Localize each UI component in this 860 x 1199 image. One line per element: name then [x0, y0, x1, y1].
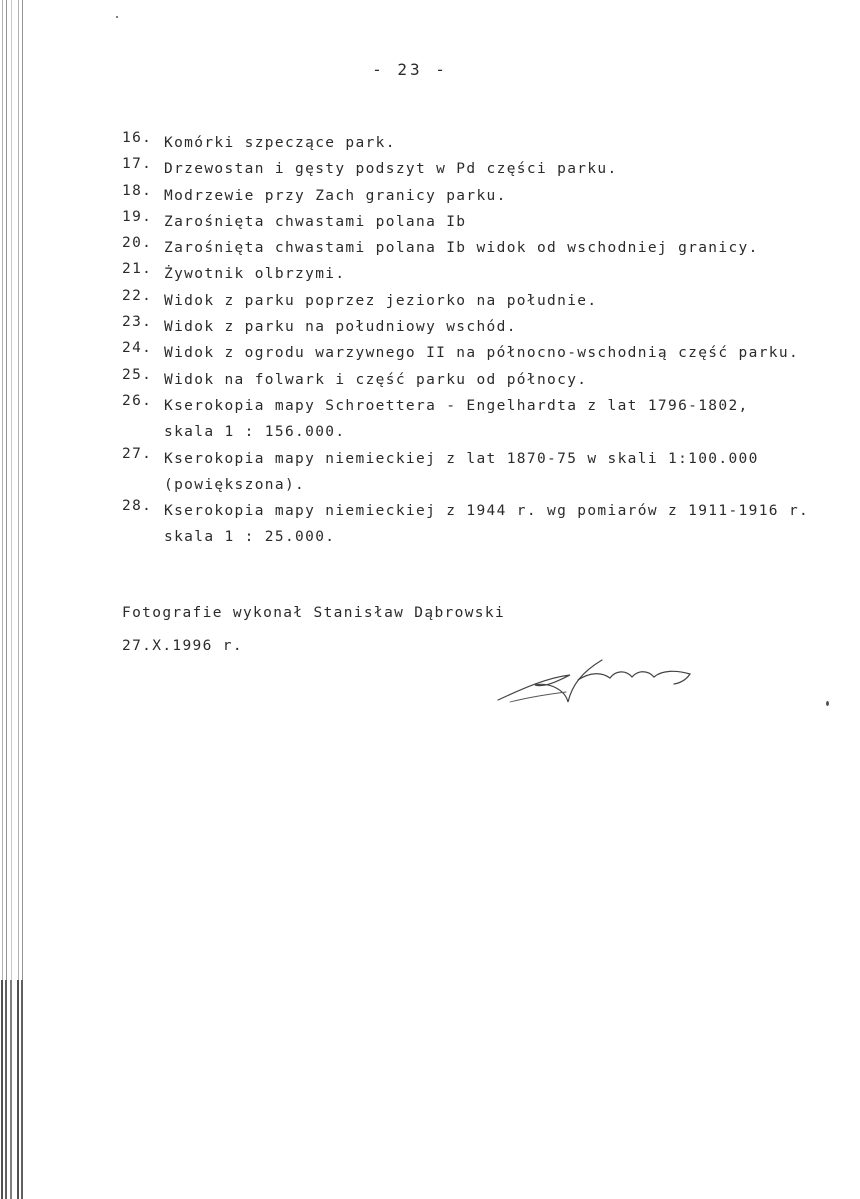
list-item-line: skala 1 : 156.000. — [164, 424, 346, 441]
list-item-number: 22. — [122, 287, 153, 304]
list-item-line: Zarośnięta chwastami polana Ib widok od wschodniej granicy. — [164, 240, 759, 257]
page-number: - 23 - — [372, 60, 448, 79]
list-item-line: Widok z parku na południowy wschód. — [164, 319, 517, 336]
list-item-number: 27. — [122, 445, 153, 462]
list-item-line: (powiększona). — [164, 476, 306, 493]
list-item-line: Kserokopia mapy Schroettera - Engelhardta z lat 1796-1802, — [164, 397, 749, 414]
list-item — [122, 183, 842, 209]
list-item-line: Żywotnik olbrzymi. — [164, 266, 346, 283]
list-item-number: 19. — [122, 208, 153, 225]
list-item-line: Komórki szpeczące park. — [164, 135, 396, 151]
scan-binding-edge-dark — [0, 980, 26, 1199]
list-item — [122, 393, 842, 446]
list-item-line: Modrzewie przy Zach granicy parku. — [164, 187, 507, 204]
list-item — [122, 340, 842, 366]
list-item-number: 25. — [122, 366, 153, 383]
list-item-line: Kserokopia mapy niemieckiej z 1944 r. wg pomiarów z 1911-1916 r. — [164, 503, 810, 520]
list-item-number: 24. — [122, 340, 153, 357]
list-item-text — [164, 340, 842, 366]
photo-credit: Fotografie wykonał Stanisław Dąbrowski — [122, 605, 506, 621]
list-item-number: 21. — [122, 261, 153, 278]
list-item-text — [164, 367, 842, 393]
list-item-number: 16. — [122, 130, 153, 146]
list-item-number: 17. — [122, 156, 153, 173]
list-item-line: Widok z parku poprzez jeziorko na południe. — [164, 292, 598, 309]
photo-list — [122, 130, 842, 551]
list-item-number: 28. — [122, 498, 153, 515]
list-item-text — [164, 261, 842, 287]
document-date: 27.X.1996 r. — [122, 638, 243, 654]
list-item — [122, 288, 842, 314]
list-item — [122, 209, 842, 235]
list-item-number: 23. — [122, 314, 153, 331]
list-item-number: 26. — [122, 392, 153, 409]
list-item-text — [164, 288, 842, 314]
list-item-line: Drzewostan i gęsty podszyt w Pd części parku. — [164, 161, 618, 178]
list-item-line: skala 1 : 25.000. — [164, 529, 336, 546]
list-item-number: 20. — [122, 235, 153, 252]
list-item-text — [164, 446, 842, 499]
list-item-line: Zarośnięta chwastami polana Ib — [164, 213, 467, 230]
list-item — [122, 314, 842, 340]
list-item — [122, 498, 842, 551]
list-item-line: Widok z ogrodu warzywnego II na północno-wschodnią część parku. — [164, 345, 800, 362]
list-item — [122, 367, 842, 393]
list-item-number: 18. — [122, 182, 153, 199]
list-item-text — [164, 209, 842, 235]
list-item — [122, 235, 842, 261]
list-item-text — [164, 130, 842, 156]
list-item-text — [164, 183, 842, 209]
list-item-text — [164, 498, 842, 551]
handwritten-signature — [490, 650, 710, 710]
list-item — [122, 156, 842, 182]
list-item — [122, 446, 842, 499]
list-item — [122, 261, 842, 287]
list-item-text — [164, 314, 842, 340]
scan-speck — [116, 16, 118, 18]
list-item — [122, 130, 842, 156]
list-item-text — [164, 235, 842, 261]
list-item-line: Widok na folwark i część parku od północy. — [164, 371, 588, 388]
list-item-text — [164, 156, 842, 182]
list-item-line: Kserokopia mapy niemieckiej z lat 1870-75 w skali 1:100.000 — [164, 450, 759, 467]
scan-speck — [826, 701, 829, 706]
list-item-text — [164, 393, 842, 446]
